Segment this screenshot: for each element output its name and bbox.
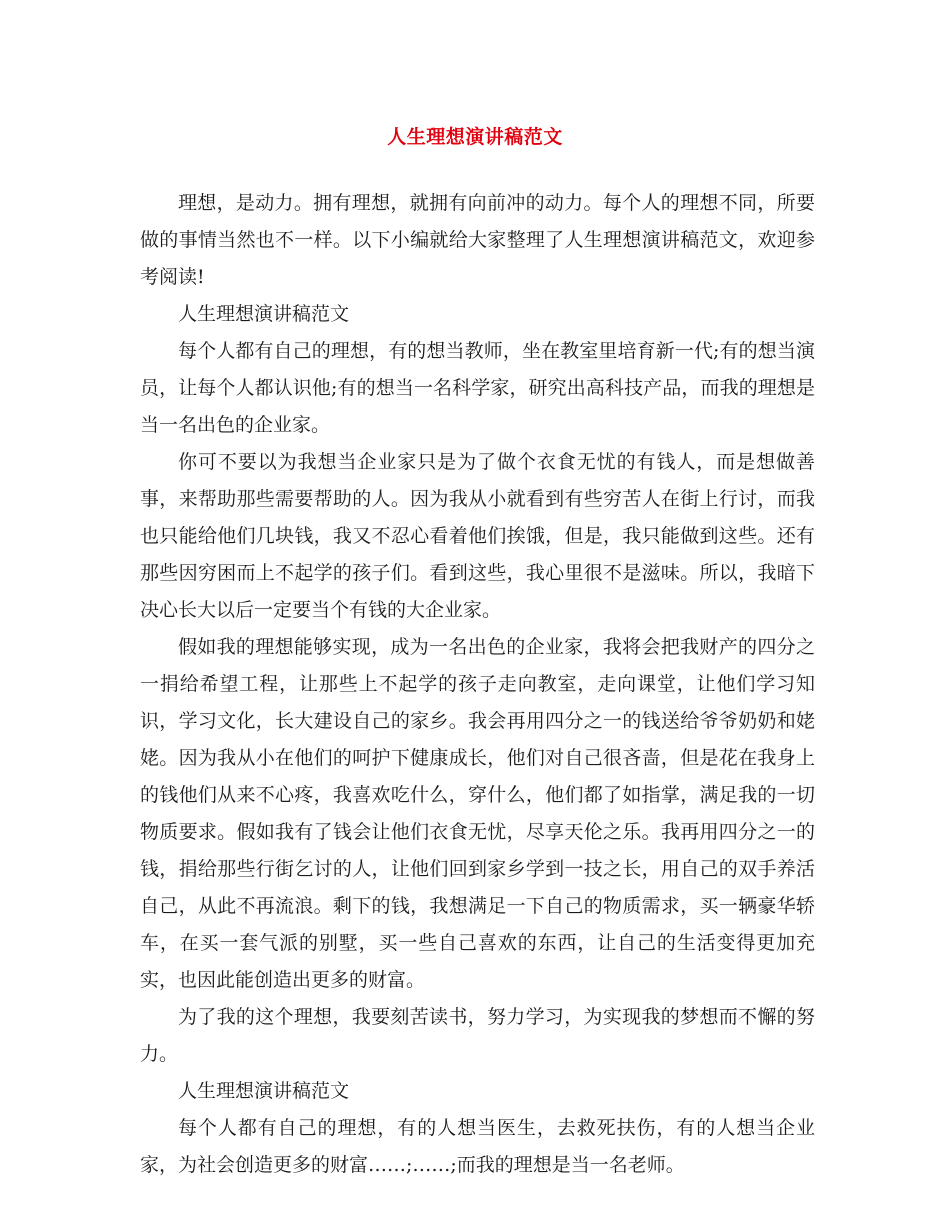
body-paragraph: 每个人都有自己的理想，有的想当教师，坐在教室里培育新一代;有的想当演员，让每个人都认识他;有的想当一名科学家，研究出高科技产品，而我的理想是当一名出色的企业家。: [140, 340, 815, 436]
body-paragraph: 你可不要以为我想当企业家只是为了做个衣食无忧的有钱人，而是想做善事，来帮助那些需要帮助的人。因为我从小就看到有些穷苦人在街上行讨，而我也只能给他们几块钱，我又不忍心看着他们挨饿，但是，我只能做到这些。还有那些因穷困而上不起学的孩子们。看到这些，我心里很不是滋味。所以，我暗下决心长大以后一定要当个有钱的大企业家。: [140, 451, 815, 621]
section-heading: 人生理想演讲稿范文: [178, 1080, 350, 1102]
document-title: 人生理想演讲稿范文: [387, 126, 563, 148]
document-body: [140, 185, 815, 1184]
body-paragraph: 假如我的理想能够实现，成为一名出色的企业家，我将会把我财产的四分之一捐给希望工程，让那些上不起学的孩子走向教室，走向课堂，让他们学习知识，学习文化，长大建设自己的家乡。我会再用四分之一的钱送给爷爷奶奶和姥姥。因为我从小在他们的呵护下健康成长，他们对自己很吝啬，但是花在我身上的钱他们从来不心疼，我喜欢吃什么，穿什么，他们都了如指掌，满足我的一切物质要求。假如我有了钱会让他们衣食无忧，尽享天伦之乐。我再用四分之一的钱，捐给那些行街乞讨的人，让他们回到家乡学到一技之长，用自己的双手养活自己，从此不再流浪。剩下的钱，我想满足一下自己的物质需求，买一辆豪华轿车，在买一套气派的别墅，买一些自己喜欢的东西，让自己的生活变得更加充实，也因此能创造出更多的财富。: [140, 636, 815, 991]
intro-paragraph: 理想，是动力。拥有理想，就拥有向前冲的动力。每个人的理想不同，所要做的事情当然也不一样。以下小编就给大家整理了人生理想演讲稿范文，欢迎参考阅读!: [140, 192, 815, 288]
body-paragraph: 为了我的这个理想，我要刻苦读书，努力学习，为实现我的梦想而不懈的努力。: [140, 1006, 815, 1065]
body-paragraph: 每个人都有自己的理想，有的人想当医生，去救死扶伤，有的人想当企业家，为社会创造更多的财富……;……;而我的理想是当一名老师。: [140, 1117, 815, 1176]
section-heading: 人生理想演讲稿范文: [178, 303, 350, 325]
